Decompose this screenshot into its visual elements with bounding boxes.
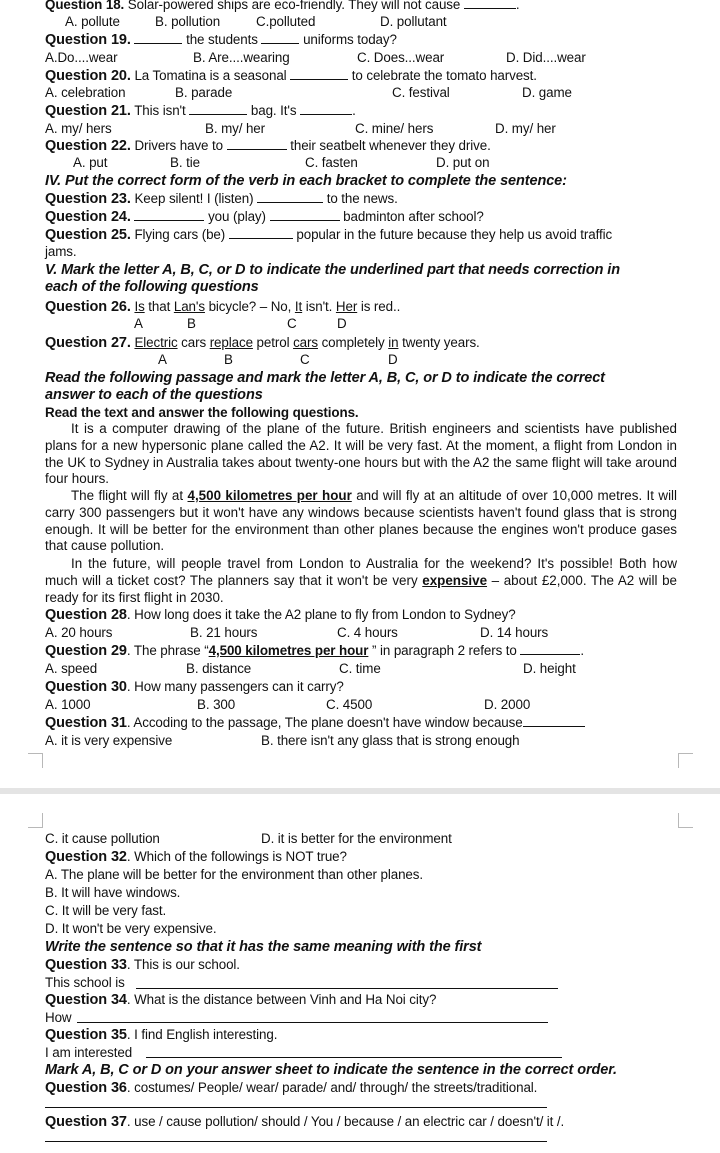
crop-corner-top-right <box>678 813 693 828</box>
q35-answer-start: I am interested <box>45 1045 133 1060</box>
q27-letter-b: B <box>224 352 233 367</box>
passage-highlight-expensive: expensive <box>422 572 488 588</box>
q29-option-c[interactable]: C. time <box>339 661 381 676</box>
q31-options-row-1 <box>0 732 720 750</box>
passage-paragraph-3: In the future, will people travel from London to Australia for the weekend? It's possible! Both how much will a ticket cost? The planners say that it won't be very expensive – about £2,000. The A2 will be ready for its first flight in 2030. <box>45 556 677 605</box>
q32-option-d[interactable]: D. It won't be very expensive. <box>45 921 217 936</box>
q29-option-b[interactable]: B. distance <box>186 661 252 676</box>
q29-stem: Question 29. The phrase “4,500 kilometres per hour ” in paragraph 2 refers to . <box>45 643 585 659</box>
q27-letters <box>0 351 720 369</box>
q32-option-d-row <box>0 920 720 938</box>
q36-answer-line[interactable] <box>45 1107 547 1108</box>
q26-part-c[interactable]: It <box>294 299 303 314</box>
q30-stem: Question 30. How many passengers can it carry? <box>45 679 344 695</box>
q32-option-c[interactable]: C. It will be very fast. <box>45 903 167 918</box>
q18-blank[interactable] <box>464 0 516 9</box>
q20-stem: Question 20. La Tomatina is a seasonal to celebrate the tomato harvest. <box>45 68 537 84</box>
q30-number: Question 30 <box>45 679 127 695</box>
q20-option-a[interactable]: A. celebration <box>45 85 126 100</box>
q20-number: Question 20. <box>45 68 131 84</box>
q18-text: Solar-powered ships are eco-friendly. They will not cause <box>124 0 464 12</box>
q19-blank-2[interactable] <box>261 31 299 44</box>
q18-option-c[interactable]: C.polluted <box>256 14 316 29</box>
q28-options <box>0 624 720 642</box>
q29-blank[interactable] <box>520 642 580 655</box>
q35-answer-row <box>0 1044 720 1062</box>
q21-option-a[interactable]: A. my/ hers <box>45 121 112 136</box>
q25-stem: Question 25. Flying cars (be) popular in the future because they help us avoid traffic <box>45 227 613 243</box>
q24-stem: Question 24. you (play) badminton after school? <box>45 209 484 225</box>
q28-number: Question 28 <box>45 607 127 623</box>
q22-stem: Question 22. Drivers have to their seatbelt whenever they drive. <box>45 138 491 154</box>
q24-number: Question 24. <box>45 209 131 225</box>
q21-number: Question 21. <box>45 103 131 119</box>
q21-options <box>0 120 720 138</box>
q30-options <box>0 696 720 714</box>
rewrite-heading: Write the sentence so that it has the same meaning with the first <box>45 939 482 955</box>
q18-option-b[interactable]: B. pollution <box>155 14 221 29</box>
q32-option-a-row <box>0 866 720 884</box>
q34-answer-start: How <box>45 1010 72 1025</box>
q31-option-d[interactable]: D. it is better for the environment <box>261 831 452 846</box>
q27-number: Question 27. <box>45 335 131 351</box>
q32-number: Question 32 <box>45 849 127 865</box>
q37-stem: Question 37. use / cause pollution/ should / You / because / an electric car / doesn't/ it /. <box>45 1114 565 1130</box>
q26-letter-c: C <box>287 316 297 331</box>
q19-option-c[interactable]: C. Does...wear <box>357 50 445 65</box>
q22-option-c[interactable]: C. fasten <box>305 155 358 170</box>
q25-continued: jams. <box>45 244 77 259</box>
q32-stem: Question 32. Which of the followings is NOT true? <box>45 849 347 865</box>
reading-instruction: Read the text and answer the following questions. <box>45 405 359 420</box>
q32-option-c-row <box>0 902 720 920</box>
q32-option-b-row <box>0 884 720 902</box>
q18-number: Question 18. <box>45 0 125 12</box>
q22-number: Question 22. <box>45 138 131 154</box>
q23-blank[interactable] <box>257 190 323 203</box>
q32-option-b[interactable]: B. It will have windows. <box>45 885 181 900</box>
q21-blank-1[interactable] <box>189 102 247 115</box>
passage-highlight-speed: 4,500 kilometres per hour <box>187 488 352 503</box>
q37-answer-line[interactable] <box>45 1141 547 1142</box>
q21-blank-2[interactable] <box>300 102 352 115</box>
q31-options-row-2 <box>0 830 720 848</box>
q26-letter-b: B <box>187 316 196 331</box>
q19-blank-1[interactable] <box>134 31 182 44</box>
passage-paragraph-1: It is a computer drawing of the plane of the future. British engineers and scientists have published plans for a new hypersonic plane called the A2. It will be very fast. At the moment, a flight from London in the UK to Sydney in Australia takes about twenty-one hours but with the A2 the same flight will take around four hours. <box>45 421 677 487</box>
q31-blank[interactable] <box>523 714 585 727</box>
q27-stem: Question 27. Electric cars replace petrol cars completely in twenty years. <box>45 335 480 351</box>
q33-stem: Question 33. This is our school. <box>45 957 240 973</box>
order-heading: Mark A, B, C or D on your answer sheet to indicate the sentence in the correct order. <box>45 1062 617 1078</box>
q33-answer-row <box>0 974 720 992</box>
q19-option-a[interactable]: A.Do....wear <box>45 50 118 65</box>
q28-option-d[interactable]: D. 14 hours <box>480 625 549 640</box>
q33-number: Question 33 <box>45 957 127 973</box>
q28-option-a[interactable]: A. 20 hours <box>45 625 113 640</box>
q36-stem: Question 36. costumes/ People/ wear/ parade/ and/ through/ the streets/traditional. <box>45 1080 538 1096</box>
q20-options <box>0 84 720 102</box>
q35-stem: Question 35. I find English interesting. <box>45 1027 278 1043</box>
section-v-heading: V. Mark the letter A, B, C, or D to indicate the underlined part that needs correction in <box>45 262 620 278</box>
q20-option-d[interactable]: D. game <box>522 85 572 100</box>
q27-letter-c: C <box>300 352 310 367</box>
passage-paragraph-2: The flight will fly at 4,500 kilometres per hour and will fly at an altitude of over 10,000 metres. It will carry 300 passengers but it won't have any windows because scientists haven't found glass that is strong enough. It will be better for the environment than other planes because the engines won't produce gases that cause pollution. <box>45 488 677 554</box>
q18-options <box>0 13 720 31</box>
q31-option-a[interactable]: A. it is very expensive <box>45 733 173 748</box>
q29-option-a[interactable]: A. speed <box>45 661 98 676</box>
q22-option-d[interactable]: D. put on <box>436 155 490 170</box>
q19-option-d[interactable]: D. Did....wear <box>506 50 586 65</box>
q36-number: Question 36 <box>45 1080 127 1096</box>
q22-option-b[interactable]: B. tie <box>170 155 200 170</box>
q25-number: Question 25. <box>45 227 131 243</box>
q19-stem: Question 19. the students uniforms today? <box>45 32 397 48</box>
q21-option-b[interactable]: B. my/ her <box>205 121 266 136</box>
q33-answer-start: This school is <box>45 975 125 990</box>
q18-option-d[interactable]: D. pollutant <box>380 14 447 29</box>
q21-option-d[interactable]: D. my/ her <box>495 121 556 136</box>
q31-stem: Question 31. Accoding to the passage, The plane doesn't have window because <box>0 714 720 732</box>
q37-number: Question 37 <box>45 1114 127 1130</box>
q27-part-c[interactable]: cars <box>293 335 318 350</box>
q21-stem: Question 21. This isn't bag. It's . <box>45 103 356 119</box>
q30-option-b[interactable]: B. 300 <box>197 697 236 712</box>
crop-corner-bottom-right <box>678 753 693 768</box>
q23-number: Question 23. <box>45 191 131 207</box>
q25-blank[interactable] <box>229 226 293 239</box>
q34-stem: Question 34. What is the distance between Vinh and Ha Noi city? <box>45 992 437 1008</box>
crop-corner-bottom-left <box>28 753 43 768</box>
q34-answer-line[interactable] <box>77 1022 548 1023</box>
q26-part-d[interactable]: Her <box>335 299 358 314</box>
q24-blank-1[interactable] <box>134 208 204 221</box>
q28-option-c[interactable]: C. 4 hours <box>337 625 398 640</box>
crop-corner-top-left <box>28 813 43 828</box>
q27-letter-d: D <box>388 352 398 367</box>
q26-letter-a: A <box>134 316 143 331</box>
q18-option-a[interactable]: A. pollute <box>65 14 120 29</box>
q31-option-c[interactable]: C. it cause pollution <box>45 831 160 846</box>
q29-options <box>0 660 720 678</box>
q35-answer-line[interactable] <box>146 1057 562 1058</box>
q26-part-a[interactable]: Is <box>134 299 145 314</box>
q26-number: Question 26. <box>45 299 131 315</box>
q26-letters <box>0 315 720 333</box>
section-iv-heading: IV. Put the correct form of the verb in each bracket to complete the sentence: <box>45 173 567 189</box>
q27-part-a[interactable]: Electric <box>134 335 178 350</box>
q28-option-b[interactable]: B. 21 hours <box>190 625 258 640</box>
q34-answer-row <box>0 1009 720 1027</box>
q32-option-a[interactable]: A. The plane will be better for the environment than other planes. <box>45 867 423 882</box>
q19-number: Question 19. <box>45 32 131 48</box>
q27-part-d[interactable]: in <box>388 335 399 350</box>
q31-option-b[interactable]: B. there isn't any glass that is strong enough <box>261 733 520 748</box>
section-v-heading-2: each of the following questions <box>45 279 259 295</box>
q33-answer-line[interactable] <box>136 988 558 989</box>
q20-blank[interactable] <box>290 67 348 80</box>
q26-part-b[interactable]: Lan's <box>173 299 205 314</box>
q35-number: Question 35 <box>45 1027 127 1043</box>
q19-options <box>0 49 720 67</box>
q19-option-b[interactable]: B. Are....wearing <box>193 50 290 65</box>
q26-letter-d: D <box>337 316 347 331</box>
q34-number: Question 34 <box>45 992 127 1008</box>
q20-option-b[interactable]: B. parade <box>175 85 233 100</box>
q27-letter-a: A <box>158 352 167 367</box>
q31-number: Question 31 <box>45 715 127 731</box>
q29-phrase: 4,500 kilometres per hour <box>208 643 369 658</box>
q29-number: Question 29 <box>45 643 127 659</box>
q29-option-d[interactable]: D. height <box>523 661 576 676</box>
q22-options <box>0 154 720 172</box>
reading-heading: Read the following passage and mark the letter A, B, C, or D to indicate the correct <box>45 370 605 386</box>
q24-blank-2[interactable] <box>270 208 340 221</box>
q30-option-c[interactable]: C. 4500 <box>326 697 373 712</box>
q27-part-b[interactable]: replace <box>209 335 253 350</box>
q23-stem: Question 23. Keep silent! I (listen) to the news. <box>45 191 398 207</box>
q18-stem: Question 18. Solar-powered ships are eco-friendly. They will not cause . <box>0 0 720 14</box>
q22-blank[interactable] <box>227 137 287 150</box>
q21-option-c[interactable]: C. mine/ hers <box>355 121 434 136</box>
q30-option-d[interactable]: D. 2000 <box>484 697 531 712</box>
q20-option-c[interactable]: C. festival <box>392 85 450 100</box>
q22-option-a[interactable]: A. put <box>73 155 108 170</box>
q28-stem: Question 28. How long does it take the A2 plane to fly from London to Sydney? <box>45 607 516 623</box>
q30-option-a[interactable]: A. 1000 <box>45 697 91 712</box>
page-break <box>0 788 720 794</box>
q26-stem: Question 26. Is that Lan's bicycle? – No, It isn't. Her is red.. <box>45 299 401 315</box>
reading-heading-2: answer to each of the questions <box>45 387 263 403</box>
